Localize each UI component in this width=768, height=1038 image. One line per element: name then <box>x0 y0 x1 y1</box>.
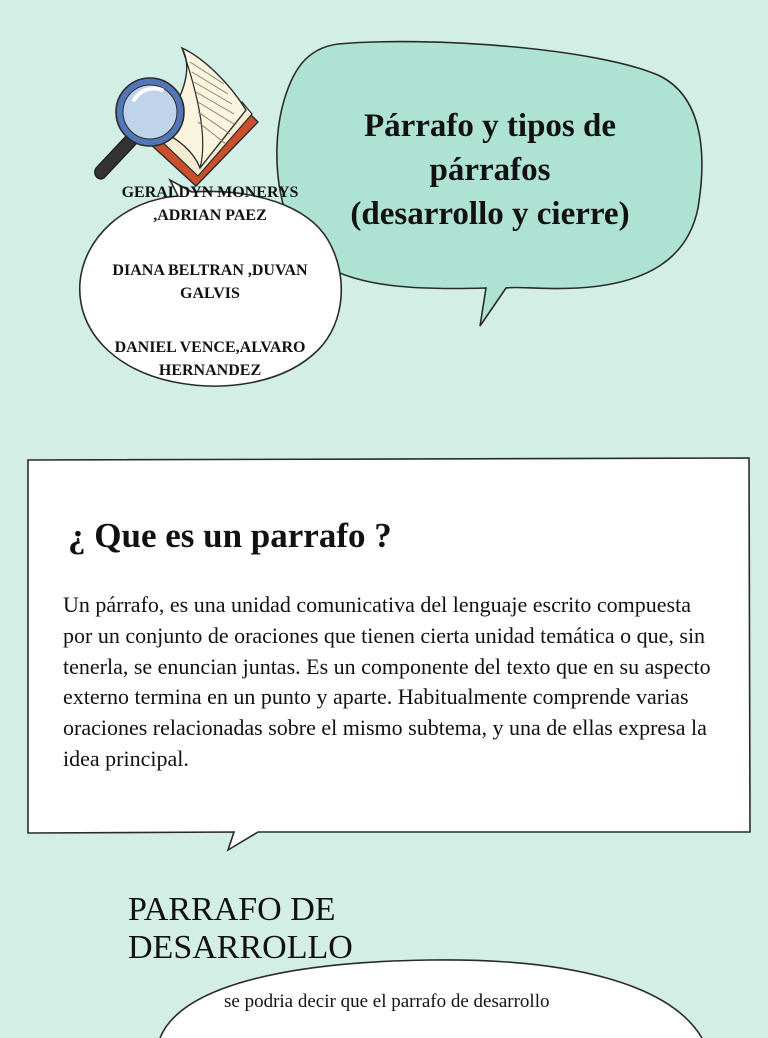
page-title <box>310 104 670 236</box>
development-heading: PARRAFO DE DESARROLLO <box>128 891 353 966</box>
development-body: se podria decir que el parrafo de desarrollo <box>224 991 550 1012</box>
authors-line-2: DIANA BELTRAN ,DUVAN GALVIS <box>112 262 308 302</box>
title-line-2: párrafos <box>429 152 551 188</box>
book-magnifier-icon <box>86 40 262 190</box>
title-line-3: (desarrollo y cierre) <box>350 196 630 232</box>
title-line-1: Párrafo y tipos de <box>363 108 617 144</box>
authors-line-3: DANIEL VENCE,ALVARO HERNANDEZ <box>114 339 306 379</box>
definition-heading: ¿ Que es un parrafo ? <box>68 516 392 555</box>
definition-body: Un párrafo, es una unidad comunicativa del lenguaje escrito compuesta por un conjunto de oraciones que tienen cierta unidad temática o que, sin tenerla, se enuncian juntas. Es un componente del texto que en su aspecto externo termina en un punto y aparte. Habitualmente comprende varias oraciones relacionadas sobre el mismo subtema, y una de ellas expresa la idea principal. <box>63 592 711 771</box>
authors-line-1: GERALDYN MONERYS ,ADRIAN PAEZ <box>121 184 299 224</box>
